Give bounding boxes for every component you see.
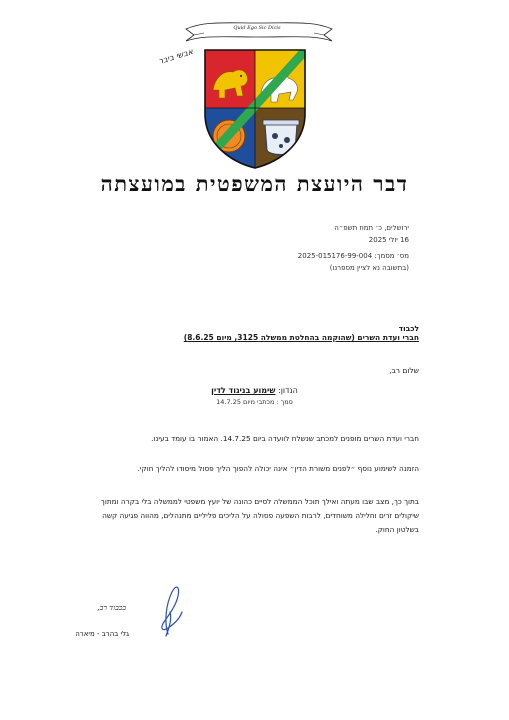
subject-line [0, 386, 509, 395]
gregorian-date: 16 יולי 2025 [368, 236, 409, 244]
hebrew-date: ירושלים, כ׳ תמוז תשפ״ה [334, 224, 409, 232]
subject-reference: סמך : מכתבי מיום 14.7.25 [216, 398, 293, 406]
pot-icon [263, 120, 299, 155]
handwritten-note: אבשי ביבר [157, 47, 195, 66]
recipient-label: לכבוד [398, 324, 419, 333]
body-paragraph-1: חברי ועדת השרים מופנים למכתב שנשלח לוועדה ביום 14.7.25. האמור בו עומד בעינו. [151, 434, 419, 443]
motto-ribbon [184, 19, 334, 47]
closing: בכבוד רב, [97, 603, 126, 612]
body-paragraph-3: בתוך כך, מצב שבו מעתה ואילך תוכל הממשלה לסיים כהונה של יועץ משפטי לממשלה בלי בקרה ומתוך שיקולים זרים וחלילה משוחדים, לרבות השפעה פסולה על הליכים פליליים מתנהלים, מהווה פגיעה קשה בשלטון החוק. [100, 497, 419, 534]
signer-name: גלי בהרב - מיארה [75, 630, 129, 638]
recipient-line: חברי ועדת השרים (שהוקמה בהחלטת ממשלה 3125, מיום 8.6.25) [183, 333, 419, 342]
crest-shield-graphic [199, 44, 311, 170]
motto-text: Quid Ego Sic Dicis [233, 25, 281, 31]
document-meta [298, 222, 409, 274]
signature-graphic [150, 582, 190, 638]
ribbon-graphic [184, 19, 334, 47]
body-paragraph-2: הזמנה לשימוע נוסף ״לפנים משורת הדין״ אינה יכולה להפוך הליך פסול מיסודו להליך חוקי. [137, 464, 419, 473]
handwritten-signature [150, 582, 190, 638]
reference-number: מס׳ מסמך: 2025-015176-99-004 [297, 252, 409, 260]
reference-note: (בתשובה נא לציין מספרנו) [329, 264, 409, 272]
subject-value: שימוע בניגוד לדין [211, 386, 276, 395]
greeting: שלום רב, [389, 366, 419, 375]
organization-title: דבר היועצת המשפטית במועצתה [100, 171, 409, 196]
coat-of-arms [199, 44, 311, 170]
subject-label: הנדון: [278, 386, 298, 395]
